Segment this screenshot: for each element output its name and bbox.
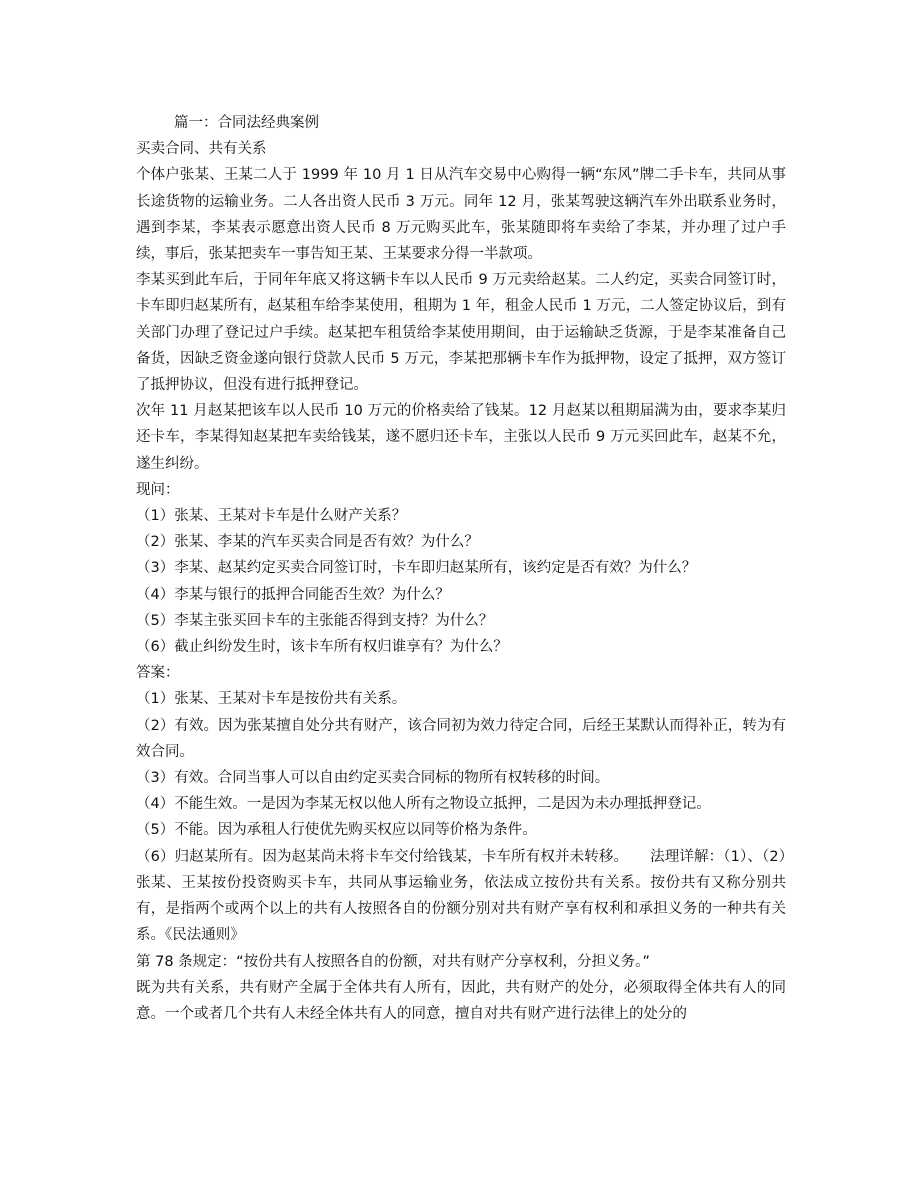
- question-1: （1）张某、王某对卡车是什么财产关系？: [136, 508, 407, 525]
- answer-5: （5）不能。因为承租人行使优先购买权应以同等价格为条件。: [136, 822, 537, 839]
- document-title: 篇一：合同法经典案例: [174, 115, 319, 131]
- question-6: （6）截止纠纷发生时，该卡车所有权归谁享有？为什么？: [136, 639, 508, 656]
- analysis-paragraph: 既为共有关系，共有财产全属于全体共有人所有，因此，共有财产的处分，必须取得全体共有人的同意。一个或者几个共有人未经全体共有人的同意，擅自对共有财产进行法律上的处分的: [136, 979, 786, 1022]
- answer-4: （4）不能生效。一是因为李某无权以他人所有之物设立抵押，二是因为未办理抵押登记。: [136, 796, 711, 813]
- answer-3: （3）有效。合同当事人可以自由约定买卖合同标的物所有权转移的时间。: [136, 770, 610, 787]
- question-4: （4）李某与银行的抵押合同能否生效？为什么？: [136, 586, 450, 603]
- answer-6: （6）归赵某所有。因为赵某尚未将卡车交付给钱某，卡车所有权并未转移。 法理详解：（1）、（2）张某、王某按份投资购买卡车，共同从事运输业务，依法成立按份共有关系。按份共有又称分别共有，是指两个或两个以上的共有人按照各自的份额分别对共有财产享有权利和承担义务的一种共有关系。《民法通则》: [136, 848, 786, 944]
- question-5: （5）李某主张买回卡车的主张能否得到支持？为什么？: [136, 612, 494, 629]
- document-body: [136, 110, 786, 1027]
- questions-heading: 现问：: [136, 481, 180, 498]
- question-3: （3）李某、赵某约定买卖合同签订时，卡车即归赵某所有，该约定是否有效？为什么？: [136, 560, 697, 577]
- answer-2: （2）有效。因为张某擅自处分共有财产，该合同初为效力待定合同，后经王某默认而得补正，转为有效合同。: [136, 717, 786, 760]
- answer-1: （1）张某、王某对卡车是按份共有关系。: [136, 691, 407, 708]
- case-paragraph-3: 次年 11 月赵某把该车以人民币 10 万元的价格卖给了钱某。12 月赵某以租期届满为由，要求李某归还卡车，李某得知赵某把车卖给钱某，遂不愿归还卡车，主张以人民币 9 万元买回此车，赵某不允，遂生纠纷。: [136, 403, 786, 472]
- document-subtitle: 买卖合同、共有关系: [136, 141, 267, 158]
- answers-heading: 答案：: [136, 665, 180, 682]
- case-paragraph-1: 个体户张某、王某二人于 1999 年 10 月 1 日从汽车交易中心购得一辆“东风”牌二手卡车，共同从事长途货物的运输业务。二人各出资人民币 3 万元。同年 12 月，张某驾驶这辆汽车外出联系业务时，遇到李某，李某表示愿意出资人民币 8 万元购买此车，张某随即将车卖给了李某，并办理了过户手续，事后，张某把卖车一事告知王某、王某要求分得一半款项。: [136, 167, 786, 263]
- law-article-78: 第 78 条规定：“按份共有人按照各自的份额，对共有财产分享权利，分担义务。”: [136, 953, 650, 970]
- case-paragraph-2: 李某买到此车后，于同年年底又将这辆卡车以人民币 9 万元卖给赵某。二人约定，买卖合同签订时，卡车即归赵某所有，赵某租车给李某使用，租期为 1 年，租金人民币 1 万元，二人签定协议后，到有关部门办理了登记过户手续。赵某把车租赁给李某使用期间，由于运输缺乏货源，于是李某准备自己备货，因缺乏资金遂向银行贷款人民币 5 万元，李某把那辆卡车作为抵押物，设定了抵押，双方签订了抵押协议，但没有进行抵押登记。: [136, 272, 786, 394]
- question-2: （2）张某、李某的汽车买卖合同是否有效？为什么？: [136, 534, 479, 551]
